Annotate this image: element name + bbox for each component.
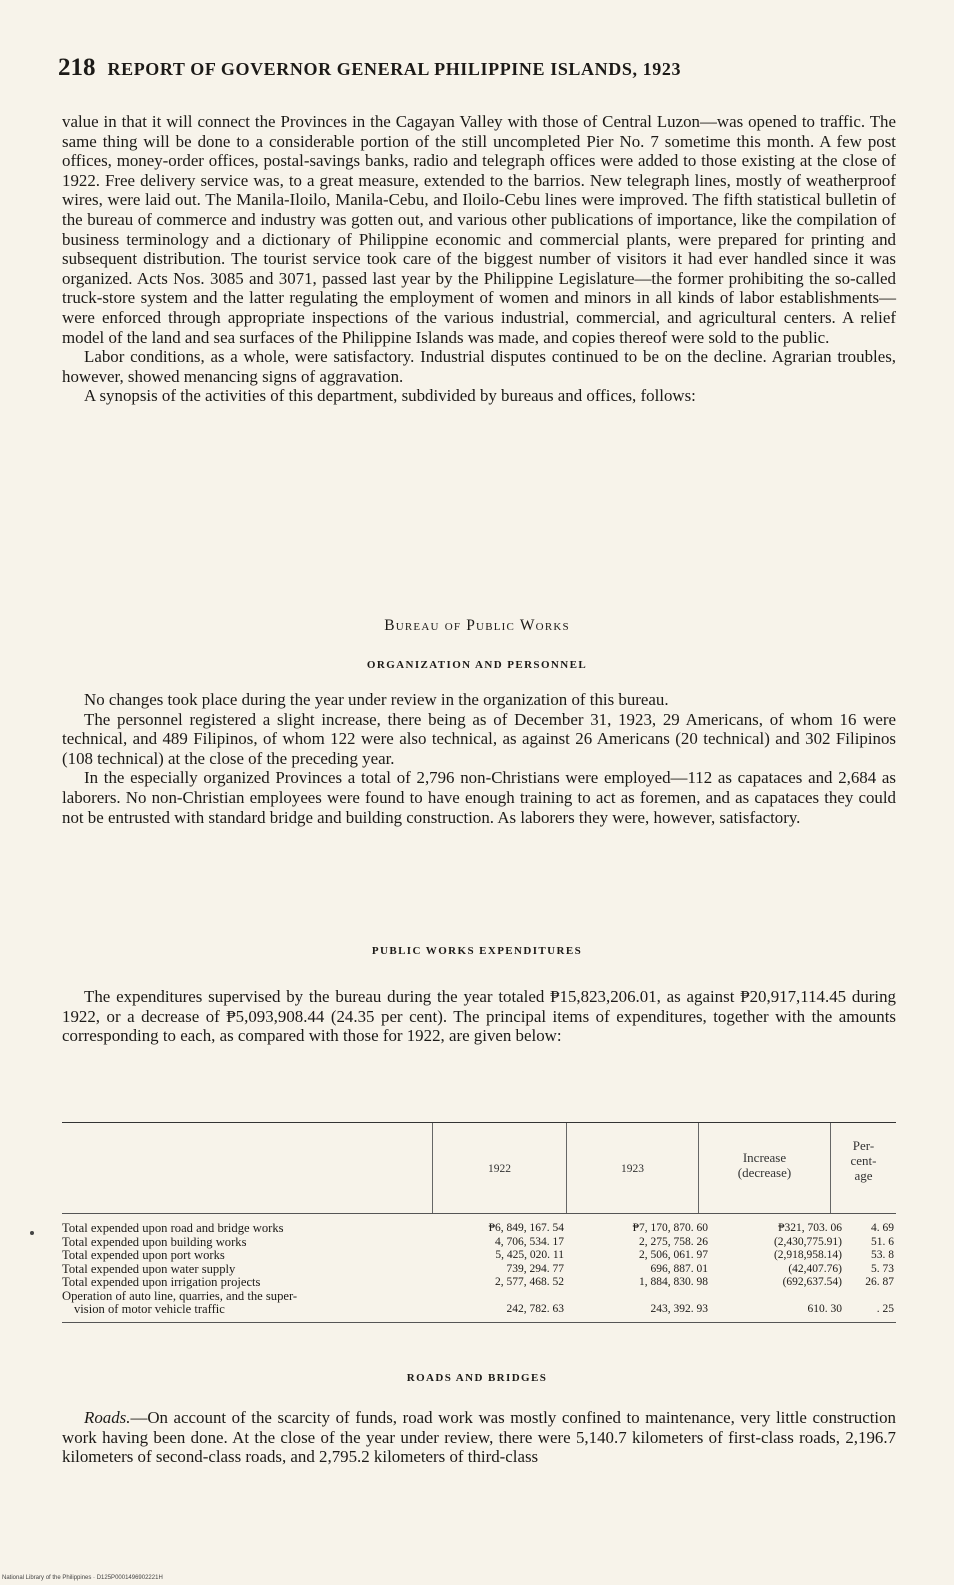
expend-section (62, 987, 896, 1046)
org-section (62, 690, 896, 827)
table-row: Total expended upon building works 4, 706, 534. 17 2, 275, 758. 26 (2,430,775.91) 51. 6 (62, 1235, 894, 1249)
roads-section (62, 1408, 896, 1467)
table-row: Total expended upon irrigation projects 2, 577, 468. 52 1, 884, 830. 98 (692,637.54) 26. 87 (62, 1276, 894, 1289)
org-paragraph-2: The personnel registered a slight increase, there being as of December 31, 1923, 29 Americans, of whom 16 were technical, and 489 Filipinos, of whom 122 were also technical, as against 26 Americans (20 technical) and 302 Filipinos (108 technical) at the close of the preceding year. (62, 709, 896, 768)
intro-paragraph-1: value in that it will connect the Provinces in the Cagayan Valley with those of Central Luzon—was opened to traffic. The same thing will be done to a considerable portion of the still uncompleted Pier No. 7 sometime this month. A few post offices, money-order offices, postal-savings banks, radio and telegraph offices were added to those existing at the close of 1922. Free delivery service was, to a great measure, extended to the barrios. New telegraph lines, mostly of weatherproof wires, were laid out. The Manila-Iloilo, Manila-Cebu, and Iloilo-Cebu lines were improved. The fifth statistical bulletin of the bureau of commerce and industry was gotten out, and various other publications of importance, like the compilation of business terminology and a dictionary of Philippine economic and commercial plants, were prepared for printing and subsequent distribution. The tourist service took care of the biggest number of visitors it had ever handled since it was organized. Acts Nos. 3085 and 3071, passed last year by the Philippine Legislature—the former prohibiting the so-called truck-store system and the latter regulating the employment of women and minors in all kinds of labor establishments—were enforced through appropriate inspections of the various industrial, commercial, and agricultural centers. A relief model of the land and sea surfaces of the Philippine Islands was made, and copies thereof were sold to the public. (62, 112, 896, 347)
running-title: REPORT OF GOVERNOR GENERAL PHILIPPINE ISLANDS, 1923 (107, 59, 682, 79)
running-header (58, 54, 898, 82)
scan-footer: National Library of the Philippines · D125P0001496902221H (2, 1575, 163, 1581)
roads-lead: Roads. (84, 1408, 131, 1427)
margin-mark (30, 1231, 34, 1235)
table-row: Total expended upon road and bridge works ₱6, 849, 167. 54 ₱7, 170, 870. 60 ₱321, 703. 06 4. 69 (62, 1222, 894, 1235)
intro-paragraph-3: A synopsis of the activities of this department, subdivided by bureaus and offices, follows: (84, 386, 696, 406)
col-header-percentage: Per- cent- age (850, 1138, 877, 1183)
table-row: Total expended upon port works 5, 425, 020. 11 2, 506, 061. 97 (2,918,958.14) 53. 8 (62, 1249, 894, 1262)
roads-heading: ROADS AND BRIDGES (406, 1372, 548, 1384)
intro-section (62, 112, 896, 406)
table-row: Total expended upon water supply 739, 294. 77 696, 887. 01 (42,407.76) 5. 73 (62, 1262, 894, 1276)
roads-paragraph-1: Roads.—On account of the scarcity of funds, road work was mostly confined to maintenance, very little construction work having been done. At the close of the year under review, there were 5,140.7 kilometers of first-class roads, 2,196.7 kilometers of second-class roads, and 2,795.2 kilometers of third-class (62, 1408, 896, 1467)
org-paragraph-1: No changes took place during the year under review in the organization of this bureau. (84, 690, 669, 709)
page-number: 218 (58, 54, 96, 81)
expenditures-table (62, 1222, 896, 1317)
col-header-1922: 1922 (488, 1163, 511, 1175)
expend-paragraph-1: The expenditures supervised by the bureau during the year totaled ₱15,823,206.01, as against ₱20,917,114.45 during 1922, or a decrease of ₱5,093,908.44 (24.35 per cent). The principal items of expenditures, together with the amounts corresponding to each, as compared with those for 1922, are given below: (62, 987, 896, 1046)
table-top-rule (62, 1122, 896, 1123)
org-heading: ORGANIZATION AND PERSONNEL (366, 659, 588, 671)
col-header-1923: 1923 (621, 1163, 644, 1175)
col-header-increase: Increase (decrease) (737, 1150, 792, 1180)
table-row: Operation of auto line, quarries, and the super- vision of motor vehicle traffic 242, 782. 63 243, 392. 93 610. 30 . 25 (62, 1289, 894, 1316)
org-paragraph-3: In the especially organized Provinces a total of 2,796 non-Christians were employed—112 as capataces and 2,684 as laborers. No non-Christian employees were found to have enough training to act as foremen, and as capataces they could not be entrusted with standard bridge and building construction. As laborers they were, however, satisfactory. (62, 768, 896, 827)
bureau-heading: Bureau of Public Works (384, 617, 570, 634)
intro-paragraph-2: Labor conditions, as a whole, were satisfactory. Industrial disputes continued to be on the decline. Agrarian troubles, however, showed menancing signs of aggravation. (62, 347, 896, 386)
expend-heading: PUBLIC WORKS EXPENDITURES (371, 945, 583, 957)
table-bottom-rule (62, 1322, 896, 1323)
table-header-rule (62, 1213, 896, 1214)
